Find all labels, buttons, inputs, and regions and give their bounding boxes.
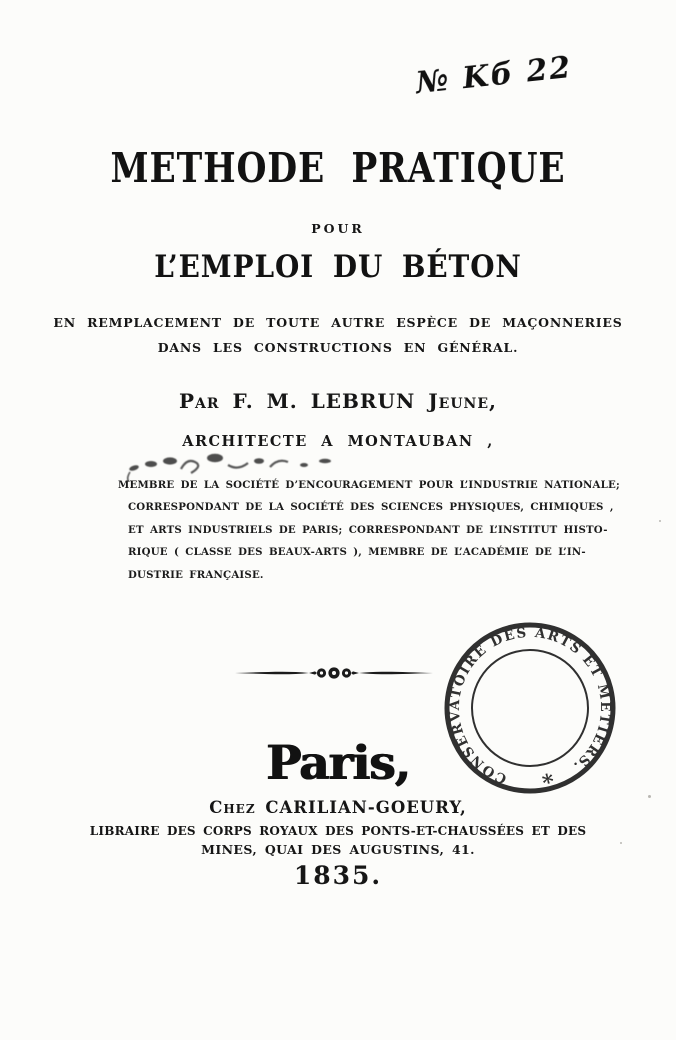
author-title-line: ARCHITECTE A MONTAUBAN , [182,433,494,450]
imprint-publisher-detail-2: MINES, QUAI DES AUGUSTINS, 41. [201,842,475,857]
title-connector: POUR [311,221,365,236]
title-line-2: L’EMPLOI DU BÉTON [154,249,522,285]
author-credentials [118,474,620,586]
imprint-publisher: Chez CARILIAN-GOEURY, [209,798,467,817]
credentials-line: ET ARTS INDUSTRIELS DE PARIS; CORRESPONDANT DE L’INSTITUT HISTO- [128,523,608,536]
credentials-line: DUSTRIE FRANÇAISE. [128,568,264,581]
imprint-year: 1835. [293,861,383,890]
imprint-publisher-detail-1: LIBRAIRE DES CORPS ROYAUX DES PONTS-ET-CHAUSSÉES ET DES [89,824,587,838]
subtitle-line-2: DANS LES CONSTRUCTIONS EN GÉNÉRAL. [157,340,519,355]
scan-speck [659,520,661,522]
credentials-line: MEMBRE DE LA SOCIÉTÉ D’ENCOURAGEMENT POUR L’INDUSTRIE NATIONALE; [118,479,620,491]
credentials-line: CORRESPONDANT DE LA SOCIÉTÉ DES SCIENCES PHYSIQUES, CHIMIQUES , [128,501,614,514]
title-line-1: METHODE PRATIQUE [110,144,566,192]
scan-speck [648,795,651,798]
author-line: Par F. M. LEBRUN Jeune, [179,389,497,413]
imprint-city: Paris, [266,736,410,791]
ornamental-rule [235,664,433,682]
scan-speck [620,842,622,844]
credentials-line: RIQUE ( CLASSE DES BEAUX-ARTS ), MEMBRE DE L’ACADÉMIE DE L’IN- [128,546,586,559]
subtitle-line-1: EN REMPLACEMENT DE TOUTE AUTRE ESPÈCE DE MAÇONNERIES [53,315,623,330]
stamp-text: CONSERVATOIRE DES ARTS ET MÉTIERS. [446,624,614,787]
handwritten-shelfmark: № Kб 22 [414,49,574,102]
stamp-star-symbol: * [539,768,558,797]
